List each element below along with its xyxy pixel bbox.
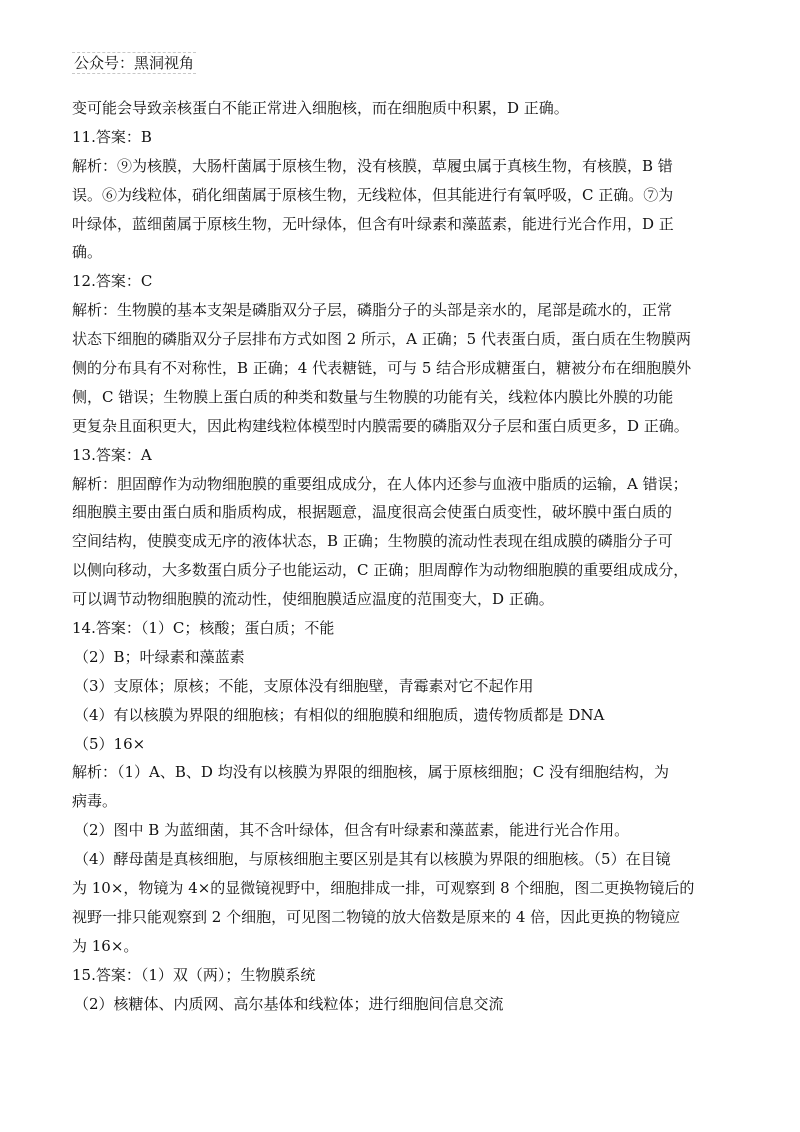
text-line: 解析：（1）A、B、D 均没有以核膜为界限的细胞核，属于原核细胞；C 没有细胞结构，为	[72, 763, 669, 782]
answer-14-part-2: （2）B；叶绿素和藻蓝素	[74, 647, 245, 666]
text-line: 为 16×。	[72, 936, 139, 955]
text-line: 更复杂且面积更大，因此构建线粒体模型时内膜需要的磷脂双分子层和蛋白质更多，D 正确。	[72, 416, 689, 435]
answer-text-body	[72, 94, 722, 1019]
text-line: 叶绿体，蓝细菌属于原核生物，无叶绿体，但含有叶绿素和藻蓝素，能进行光合作用，D 正	[72, 214, 674, 233]
answer-15-heading: 15.答案：（1）双（两）；生物膜系统	[72, 965, 316, 984]
text-line: 可以调节动物细胞膜的流动性，使细胞膜适应温度的范围变大，D 正确。	[72, 590, 554, 609]
answer-11-heading: 11.答案：B	[72, 127, 152, 146]
answer-14-part-3: （3）支原体；原核；不能，支原体没有细胞壁，青霉素对它不起作用	[74, 676, 534, 695]
text-line: 解析：⑨为核膜，大肠杆菌属于原核生物，没有核膜，草履虫属于真核生物，有核膜，B 错	[72, 156, 673, 175]
text-line: 为 10×，物镜为 4×的显微镜视野中，细胞排成一排，可观察到 8 个细胞，图二更换物镜后的	[72, 879, 695, 898]
answer-14-part-4: （4）有以核膜为界限的细胞核；有相似的细胞膜和细胞质，遗传物质都是 DNA	[74, 705, 605, 724]
text-line: 解析：胆固醇作为动物细胞膜的重要组成成分，在人体内还参与血液中脂质的运输，A 错误；	[72, 474, 688, 493]
text-line: 确。	[72, 243, 103, 262]
text-line: （2）图中 B 为蓝细菌，其不含叶绿体，但含有叶绿素和藻蓝素，能进行光合作用。	[74, 821, 630, 840]
text-line: 病毒。	[72, 792, 118, 811]
answer-13-heading: 13.答案：A	[72, 445, 152, 464]
answer-15-part-2: （2）核糖体、内质网、高尔基体和线粒体；进行细胞间信息交流	[74, 994, 504, 1013]
text-line: 侧的分布具有不对称性，B 正确；4 代表糖链，可与 5 结合形成糖蛋白，糖被分布在细胞膜外	[72, 359, 692, 378]
text-line: 误。⑥为线粒体，硝化细菌属于原核生物，无线粒体，但其能进行有氧呼吸，C 正确。⑦为	[72, 185, 674, 204]
text-line: 状态下细胞的磷脂双分子层排布方式如图 2 所示，A 正确；5 代表蛋白质，蛋白质在生物膜两	[72, 330, 691, 349]
text-line: 变可能会导致亲核蛋白不能正常进入细胞核，而在细胞质中积累，D 正确。	[72, 99, 569, 117]
text-line: 以侧向移动，大多数蛋白质分子也能运动，C 正确；胆周醇作为动物细胞膜的重要组成成分，	[72, 561, 689, 580]
answer-14-part-5: （5）16×	[74, 734, 146, 753]
answer-12-heading: 12.答案：C	[72, 272, 153, 291]
answer-14-heading: 14.答案：（1）C；核酸；蛋白质；不能	[72, 619, 335, 638]
text-line: 侧，C 错误；生物膜上蛋白质的种类和数量与生物膜的功能有关，线粒体内膜比外膜的功能	[72, 387, 674, 406]
text-line: （4）酵母菌是真核细胞，与原核细胞主要区别是其有以核膜为界限的细胞核。（5）在目镜	[74, 850, 671, 869]
text-line: 解析：生物膜的基本支架是磷脂双分子层，磷脂分子的头部是亲水的，尾部是疏水的，正常	[72, 301, 673, 320]
text-line: 空间结构，使膜变成无序的液体状态，B 正确；生物膜的流动性表现在组成膜的磷脂分子可	[72, 532, 673, 551]
watermark-label: 公众号：黑洞视角	[74, 54, 195, 72]
text-line: 视野一排只能观察到 2 个细胞，可见图二物镜的放大倍数是原来的 4 倍，因此更换的物镜应	[72, 907, 681, 926]
text-line: 细胞膜主要由蛋白质和脂质构成，根据题意，温度很高会使蛋白质变性，破坏膜中蛋白质的	[72, 503, 673, 522]
